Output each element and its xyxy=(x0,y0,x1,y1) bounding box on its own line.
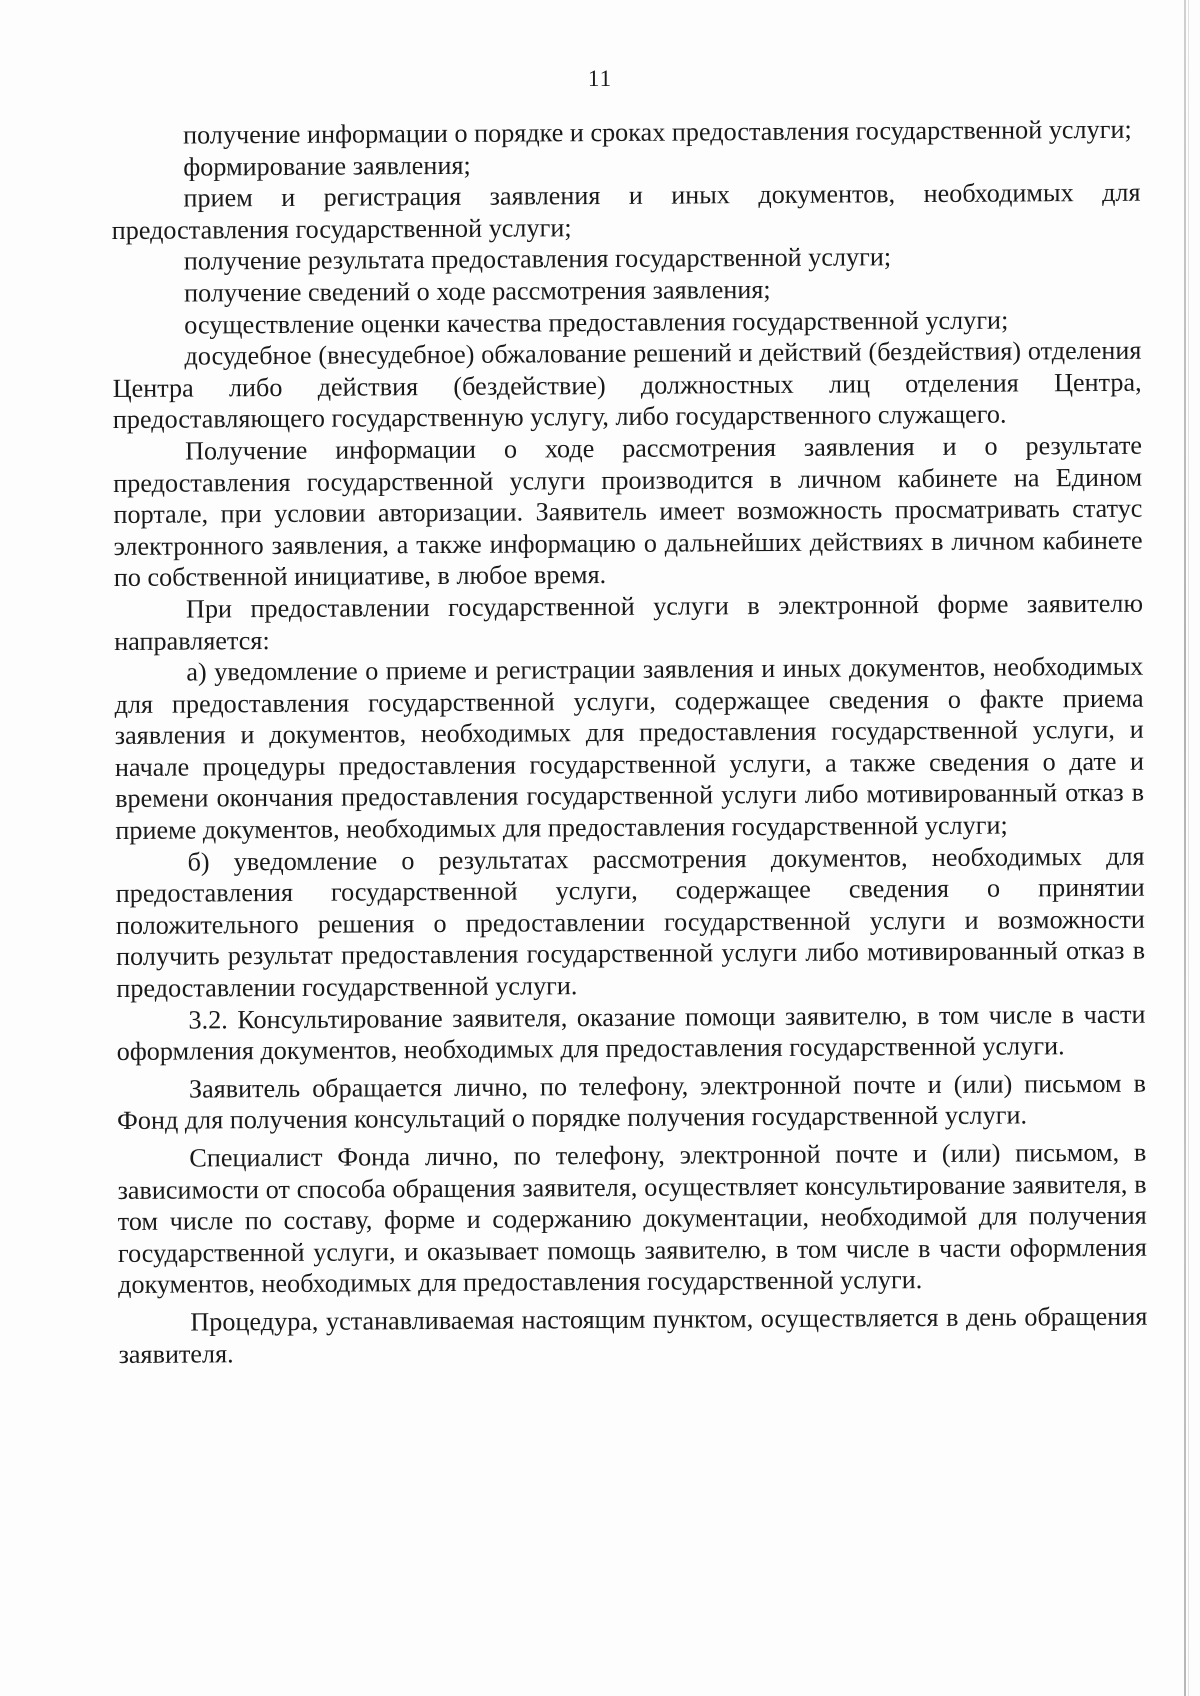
list-item-a: а) уведомление о приеме и регистрации заявления и иных документов, необходимых для предоставления государственной услуги, содержащее сведения о факте приема заявления и документов, необходимых для предоставления государственной услуги, и начале процедуры предоставления государственной услуги, а также сведения о дате и времени окончания предоставления государственной услуги либо мотивированный отказ в приеме документов, необходимых для предоставления государственной услуги; xyxy=(114,651,1145,846)
paragraph: формирование заявления; xyxy=(183,150,471,182)
paragraph: Получение информации о ходе рассмотрения заявления и о результате предоставления государственной услуги производится в личном кабинете на Едином портале, при условии авторизации. Заявитель имеет возможность просматривать статус электронного заявления, а также информацию о дальнейших действиях в личном кабинете по собственной инициативе, в любое время. xyxy=(113,430,1143,593)
document-body xyxy=(111,114,1148,1370)
paragraph: прием и регистрация заявления и иных документов, необходимых для предоставления государственной услуги; xyxy=(111,177,1141,245)
paragraph: Специалист Фонда лично, по телефону, электронной почте и (или) письмом, в зависимости от способа обращения заявителя, осуществляет консультирование заявителя, в том числе по составу, форме и содержанию документации, необходимой для получения государственной услуги, и оказывает помощь заявителю, в том числе в части оформления документов, необходимых для предоставления государственной услуги. xyxy=(117,1137,1147,1300)
scan-edge-line xyxy=(1184,0,1186,1696)
paragraph: получение информации о порядке и сроках предоставления государственной услуги; xyxy=(183,114,1132,150)
paragraph: получение сведений о ходе рассмотрения заявления; xyxy=(183,274,771,308)
paragraph: осуществление оценки качества предоставления государственной услуги; xyxy=(184,305,1009,340)
scan-edge-line-secondary xyxy=(1188,0,1189,1696)
paragraph: получение результата предоставления государственной услуги; xyxy=(183,242,892,276)
list-item-b: б) уведомление о результатах рассмотрения документов, необходимых для предоставления государственной услуги, содержащее сведения о принятии положительного решения о предоставлении государственной услуги и возможности получить результат предоставления государственной услуги либо мотивированный отказ в предоставлении государственной услуги. xyxy=(115,841,1146,1004)
paragraph: При предоставлении государственной услуги в электронной форме заявителю направляется: xyxy=(114,588,1144,656)
paragraph: Заявитель обращается лично, по телефону, электронной почте и (или) письмом в Фонд для получения консультаций о порядке получения государственной услуги. xyxy=(117,1068,1146,1136)
paragraph: Процедура, устанавливаемая настоящим пунктом, осуществляется в день обращения заявителя. xyxy=(118,1301,1148,1369)
paragraph: досудебное (внесудебное) обжалование решений и действий (бездействия) отделения Центра либо действия (бездействие) должностных лиц отделения Центра, предоставляющего государственную услугу, либо государственного служащего. xyxy=(112,335,1142,435)
page-number: 11 xyxy=(587,66,613,91)
section-heading-paragraph: 3.2. Консультирование заявителя, оказание помощи заявителю, в том числе в части оформления документов, необходимых для предоставления государственной услуги. xyxy=(116,999,1146,1067)
